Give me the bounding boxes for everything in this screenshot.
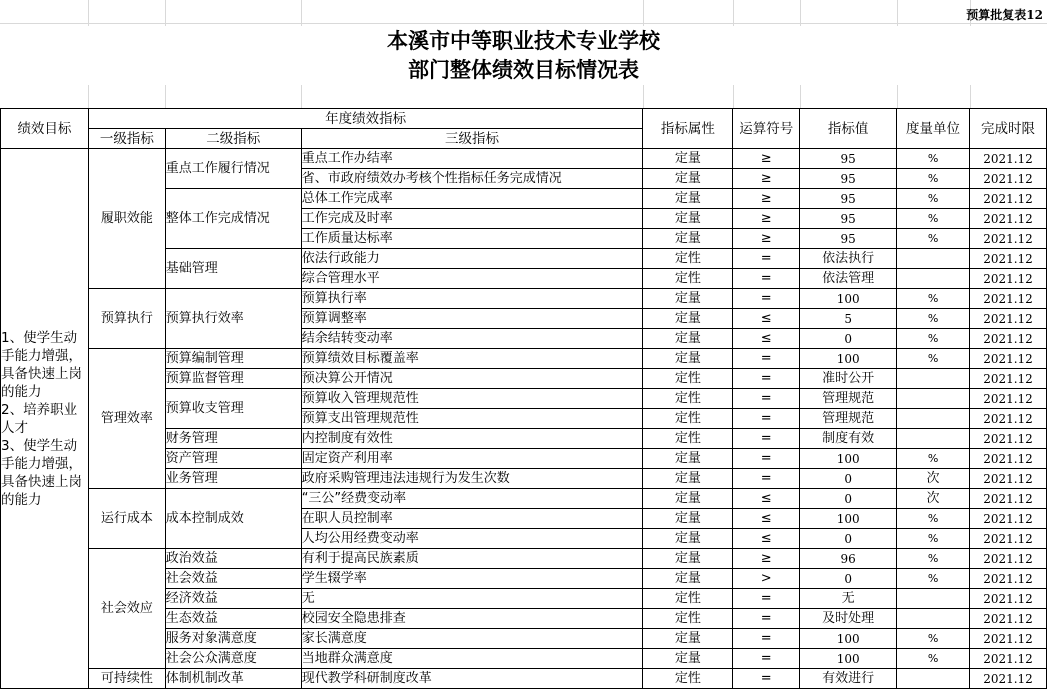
unit-cell [897, 369, 970, 389]
level2-cell: 体制机制改革 [165, 669, 301, 689]
level3-cell: 校园安全隐患排查 [301, 609, 643, 629]
header-unit: 度量单位 [897, 109, 970, 149]
attr-cell: 定量 [643, 209, 733, 229]
level3-cell: 预算支出管理规范性 [301, 409, 643, 429]
value-cell: 95 [800, 189, 897, 209]
attr-cell: 定量 [643, 529, 733, 549]
value-cell: 及时处理 [800, 609, 897, 629]
op-cell: = [733, 669, 800, 689]
op-cell: ≥ [733, 169, 800, 189]
level2-cell: 社会效益 [165, 569, 301, 589]
level1-cell: 履职效能 [88, 149, 165, 289]
header-op: 运算符号 [733, 109, 800, 149]
level3-cell: 预算执行率 [301, 289, 643, 309]
value-cell: 95 [800, 169, 897, 189]
deadline-cell: 2021.12 [970, 309, 1047, 329]
unit-cell: % [897, 349, 970, 369]
unit-cell: % [897, 649, 970, 669]
level2-cell: 生态效益 [165, 609, 301, 629]
unit-cell: % [897, 169, 970, 189]
op-cell: = [733, 609, 800, 629]
unit-cell: % [897, 189, 970, 209]
deadline-cell: 2021.12 [970, 529, 1047, 549]
value-cell: 0 [800, 569, 897, 589]
level2-cell: 业务管理 [165, 469, 301, 489]
deadline-cell: 2021.12 [970, 169, 1047, 189]
attr-cell: 定性 [643, 609, 733, 629]
deadline-cell: 2021.12 [970, 209, 1047, 229]
value-cell: 100 [800, 449, 897, 469]
level3-cell: 政府采购管理违法违规行为发生次数 [301, 469, 643, 489]
op-cell: = [733, 389, 800, 409]
level3-cell: 人均公用经费变动率 [301, 529, 643, 549]
unit-cell: % [897, 549, 970, 569]
op-cell: ≤ [733, 529, 800, 549]
value-cell: 依法执行 [800, 249, 897, 269]
level3-cell: “三公”经费变动率 [301, 489, 643, 509]
level3-cell: 预算绩效目标覆盖率 [301, 349, 643, 369]
deadline-cell: 2021.12 [970, 189, 1047, 209]
level2-cell: 政治效益 [165, 549, 301, 569]
op-cell: = [733, 629, 800, 649]
deadline-cell: 2021.12 [970, 389, 1047, 409]
attr-cell: 定量 [643, 549, 733, 569]
deadline-cell: 2021.12 [970, 269, 1047, 289]
op-cell: ≥ [733, 189, 800, 209]
op-cell: = [733, 469, 800, 489]
level3-cell: 综合管理水平 [301, 269, 643, 289]
op-cell: = [733, 589, 800, 609]
level3-cell: 学生辍学率 [301, 569, 643, 589]
level1-cell: 可持续性 [88, 669, 165, 689]
header-level1: 一级指标 [88, 129, 165, 149]
deadline-cell: 2021.12 [970, 429, 1047, 449]
level3-cell: 在职人员控制率 [301, 509, 643, 529]
level3-cell: 固定资产利用率 [301, 449, 643, 469]
unit-cell: 次 [897, 489, 970, 509]
unit-cell: % [897, 289, 970, 309]
level3-cell: 当地群众满意度 [301, 649, 643, 669]
unit-cell: % [897, 569, 970, 589]
op-cell: = [733, 409, 800, 429]
value-cell: 100 [800, 649, 897, 669]
deadline-cell: 2021.12 [970, 669, 1047, 689]
deadline-cell: 2021.12 [970, 629, 1047, 649]
value-cell: 100 [800, 289, 897, 309]
attr-cell: 定量 [643, 169, 733, 189]
deadline-cell: 2021.12 [970, 249, 1047, 269]
value-cell: 管理规范 [800, 389, 897, 409]
level3-cell: 依法行政能力 [301, 249, 643, 269]
unit-cell [897, 249, 970, 269]
value-cell: 100 [800, 509, 897, 529]
level1-cell: 预算执行 [88, 289, 165, 349]
deadline-cell: 2021.12 [970, 609, 1047, 629]
value-cell: 0 [800, 329, 897, 349]
level2-cell: 财务管理 [165, 429, 301, 449]
value-cell: 0 [800, 469, 897, 489]
value-cell: 95 [800, 209, 897, 229]
unit-cell: % [897, 209, 970, 229]
table-row [1, 289, 1047, 309]
op-cell: ≤ [733, 329, 800, 349]
attr-cell: 定性 [643, 269, 733, 289]
attr-cell: 定性 [643, 369, 733, 389]
header-row [1, 109, 1047, 129]
attr-cell: 定性 [643, 389, 733, 409]
deadline-cell: 2021.12 [970, 149, 1047, 169]
value-cell: 依法管理 [800, 269, 897, 289]
attr-cell: 定量 [643, 469, 733, 489]
op-cell: ≤ [733, 309, 800, 329]
page-subtitle: 部门整体绩效目标情况表 [0, 55, 1047, 85]
table-row [1, 549, 1047, 569]
attr-cell: 定量 [643, 569, 733, 589]
attr-cell: 定量 [643, 289, 733, 309]
op-cell: ≤ [733, 509, 800, 529]
value-cell: 96 [800, 549, 897, 569]
value-cell: 无 [800, 589, 897, 609]
level3-cell: 现代教学科研制度改革 [301, 669, 643, 689]
attr-cell: 定性 [643, 589, 733, 609]
op-cell: = [733, 269, 800, 289]
table-row [1, 349, 1047, 369]
unit-cell: % [897, 449, 970, 469]
level2-cell: 预算收支管理 [165, 389, 301, 429]
value-cell: 管理规范 [800, 409, 897, 429]
deadline-cell: 2021.12 [970, 289, 1047, 309]
unit-cell: 次 [897, 469, 970, 489]
attr-cell: 定量 [643, 309, 733, 329]
deadline-cell: 2021.12 [970, 229, 1047, 249]
level3-cell: 工作质量达标率 [301, 229, 643, 249]
level3-cell: 内控制度有效性 [301, 429, 643, 449]
attr-cell: 定量 [643, 649, 733, 669]
attr-cell: 定量 [643, 449, 733, 469]
op-cell: ≥ [733, 209, 800, 229]
attr-cell: 定量 [643, 149, 733, 169]
level3-cell: 家长满意度 [301, 629, 643, 649]
level2-cell: 基础管理 [165, 249, 301, 289]
deadline-cell: 2021.12 [970, 469, 1047, 489]
unit-cell [897, 429, 970, 449]
header-attr: 指标属性 [643, 109, 733, 149]
level3-cell: 无 [301, 589, 643, 609]
op-cell: = [733, 449, 800, 469]
table-row [1, 669, 1047, 689]
unit-cell [897, 609, 970, 629]
op-cell: ≥ [733, 549, 800, 569]
level2-cell: 成本控制成效 [165, 489, 301, 549]
op-cell: > [733, 569, 800, 589]
value-cell: 100 [800, 629, 897, 649]
unit-cell [897, 269, 970, 289]
attr-cell: 定量 [643, 229, 733, 249]
deadline-cell: 2021.12 [970, 589, 1047, 609]
value-cell: 0 [800, 489, 897, 509]
unit-cell [897, 669, 970, 689]
value-cell: 95 [800, 149, 897, 169]
table-row [1, 489, 1047, 509]
deadline-cell: 2021.12 [970, 349, 1047, 369]
level2-cell: 重点工作履行情况 [165, 149, 301, 189]
value-cell: 5 [800, 309, 897, 329]
unit-cell [897, 409, 970, 429]
deadline-cell: 2021.12 [970, 369, 1047, 389]
unit-cell: % [897, 309, 970, 329]
attr-cell: 定性 [643, 429, 733, 449]
attr-cell: 定量 [643, 189, 733, 209]
deadline-cell: 2021.12 [970, 509, 1047, 529]
op-cell: = [733, 349, 800, 369]
value-cell: 100 [800, 349, 897, 369]
header-goal: 绩效目标 [1, 109, 89, 149]
level3-cell: 预决算公开情况 [301, 369, 643, 389]
attr-cell: 定性 [643, 409, 733, 429]
level2-cell: 服务对象满意度 [165, 629, 301, 649]
op-cell: = [733, 289, 800, 309]
level2-cell: 经济效益 [165, 589, 301, 609]
unit-cell: % [897, 229, 970, 249]
level2-cell: 预算编制管理 [165, 349, 301, 369]
attr-cell: 定量 [643, 489, 733, 509]
performance-table [0, 108, 1047, 689]
op-cell: = [733, 369, 800, 389]
level1-cell: 社会效应 [88, 549, 165, 669]
value-cell: 准时公开 [800, 369, 897, 389]
unit-cell: % [897, 149, 970, 169]
level3-cell: 总体工作完成率 [301, 189, 643, 209]
unit-cell [897, 389, 970, 409]
header-level3: 三级指标 [301, 129, 643, 149]
header-value: 指标值 [800, 109, 897, 149]
value-cell: 制度有效 [800, 429, 897, 449]
op-cell: ≤ [733, 489, 800, 509]
level2-cell: 社会公众满意度 [165, 649, 301, 669]
unit-cell: % [897, 529, 970, 549]
op-cell: = [733, 649, 800, 669]
op-cell: ≥ [733, 149, 800, 169]
deadline-cell: 2021.12 [970, 549, 1047, 569]
unit-cell: % [897, 629, 970, 649]
level2-cell: 预算监督管理 [165, 369, 301, 389]
level3-cell: 结余结转变动率 [301, 329, 643, 349]
unit-cell: % [897, 509, 970, 529]
attr-cell: 定量 [643, 509, 733, 529]
level3-cell: 有利于提高民族素质 [301, 549, 643, 569]
unit-cell [897, 589, 970, 609]
level3-cell: 工作完成及时率 [301, 209, 643, 229]
value-cell: 95 [800, 229, 897, 249]
op-cell: = [733, 249, 800, 269]
header-annual: 年度绩效指标 [88, 109, 643, 129]
deadline-cell: 2021.12 [970, 569, 1047, 589]
attr-cell: 定性 [643, 249, 733, 269]
level2-cell: 整体工作完成情况 [165, 189, 301, 249]
op-cell: = [733, 429, 800, 449]
attr-cell: 定量 [643, 349, 733, 369]
level3-cell: 预算收入管理规范性 [301, 389, 643, 409]
header-deadline: 完成时限 [970, 109, 1047, 149]
value-cell: 有效进行 [800, 669, 897, 689]
attr-cell: 定量 [643, 329, 733, 349]
deadline-cell: 2021.12 [970, 649, 1047, 669]
level1-cell: 运行成本 [88, 489, 165, 549]
level3-cell: 预算调整率 [301, 309, 643, 329]
table-row [1, 149, 1047, 169]
op-cell: ≥ [733, 229, 800, 249]
gridline [0, 23, 1047, 24]
header-level2: 二级指标 [165, 129, 301, 149]
unit-cell: % [897, 329, 970, 349]
deadline-cell: 2021.12 [970, 329, 1047, 349]
attr-cell: 定性 [643, 669, 733, 689]
level3-cell: 省、市政府绩效办考核个性指标任务完成情况 [301, 169, 643, 189]
goal-text: 1、使学生动手能力增强，具备快速上岗的能力 2、培养职业人才 3、使学生动手能力增强，具备快速上岗的能力 [1, 329, 82, 508]
value-cell: 0 [800, 529, 897, 549]
document-code: 预算批复表12 [966, 8, 1043, 22]
deadline-cell: 2021.12 [970, 449, 1047, 469]
level1-cell: 管理效率 [88, 349, 165, 489]
attr-cell: 定量 [643, 629, 733, 649]
page-title: 本溪市中等职业技术专业学校 [0, 26, 1047, 56]
deadline-cell: 2021.12 [970, 409, 1047, 429]
level2-cell: 资产管理 [165, 449, 301, 469]
level2-cell: 预算执行效率 [165, 289, 301, 349]
deadline-cell: 2021.12 [970, 489, 1047, 509]
performance-goal [1, 149, 89, 689]
level3-cell: 重点工作办结率 [301, 149, 643, 169]
